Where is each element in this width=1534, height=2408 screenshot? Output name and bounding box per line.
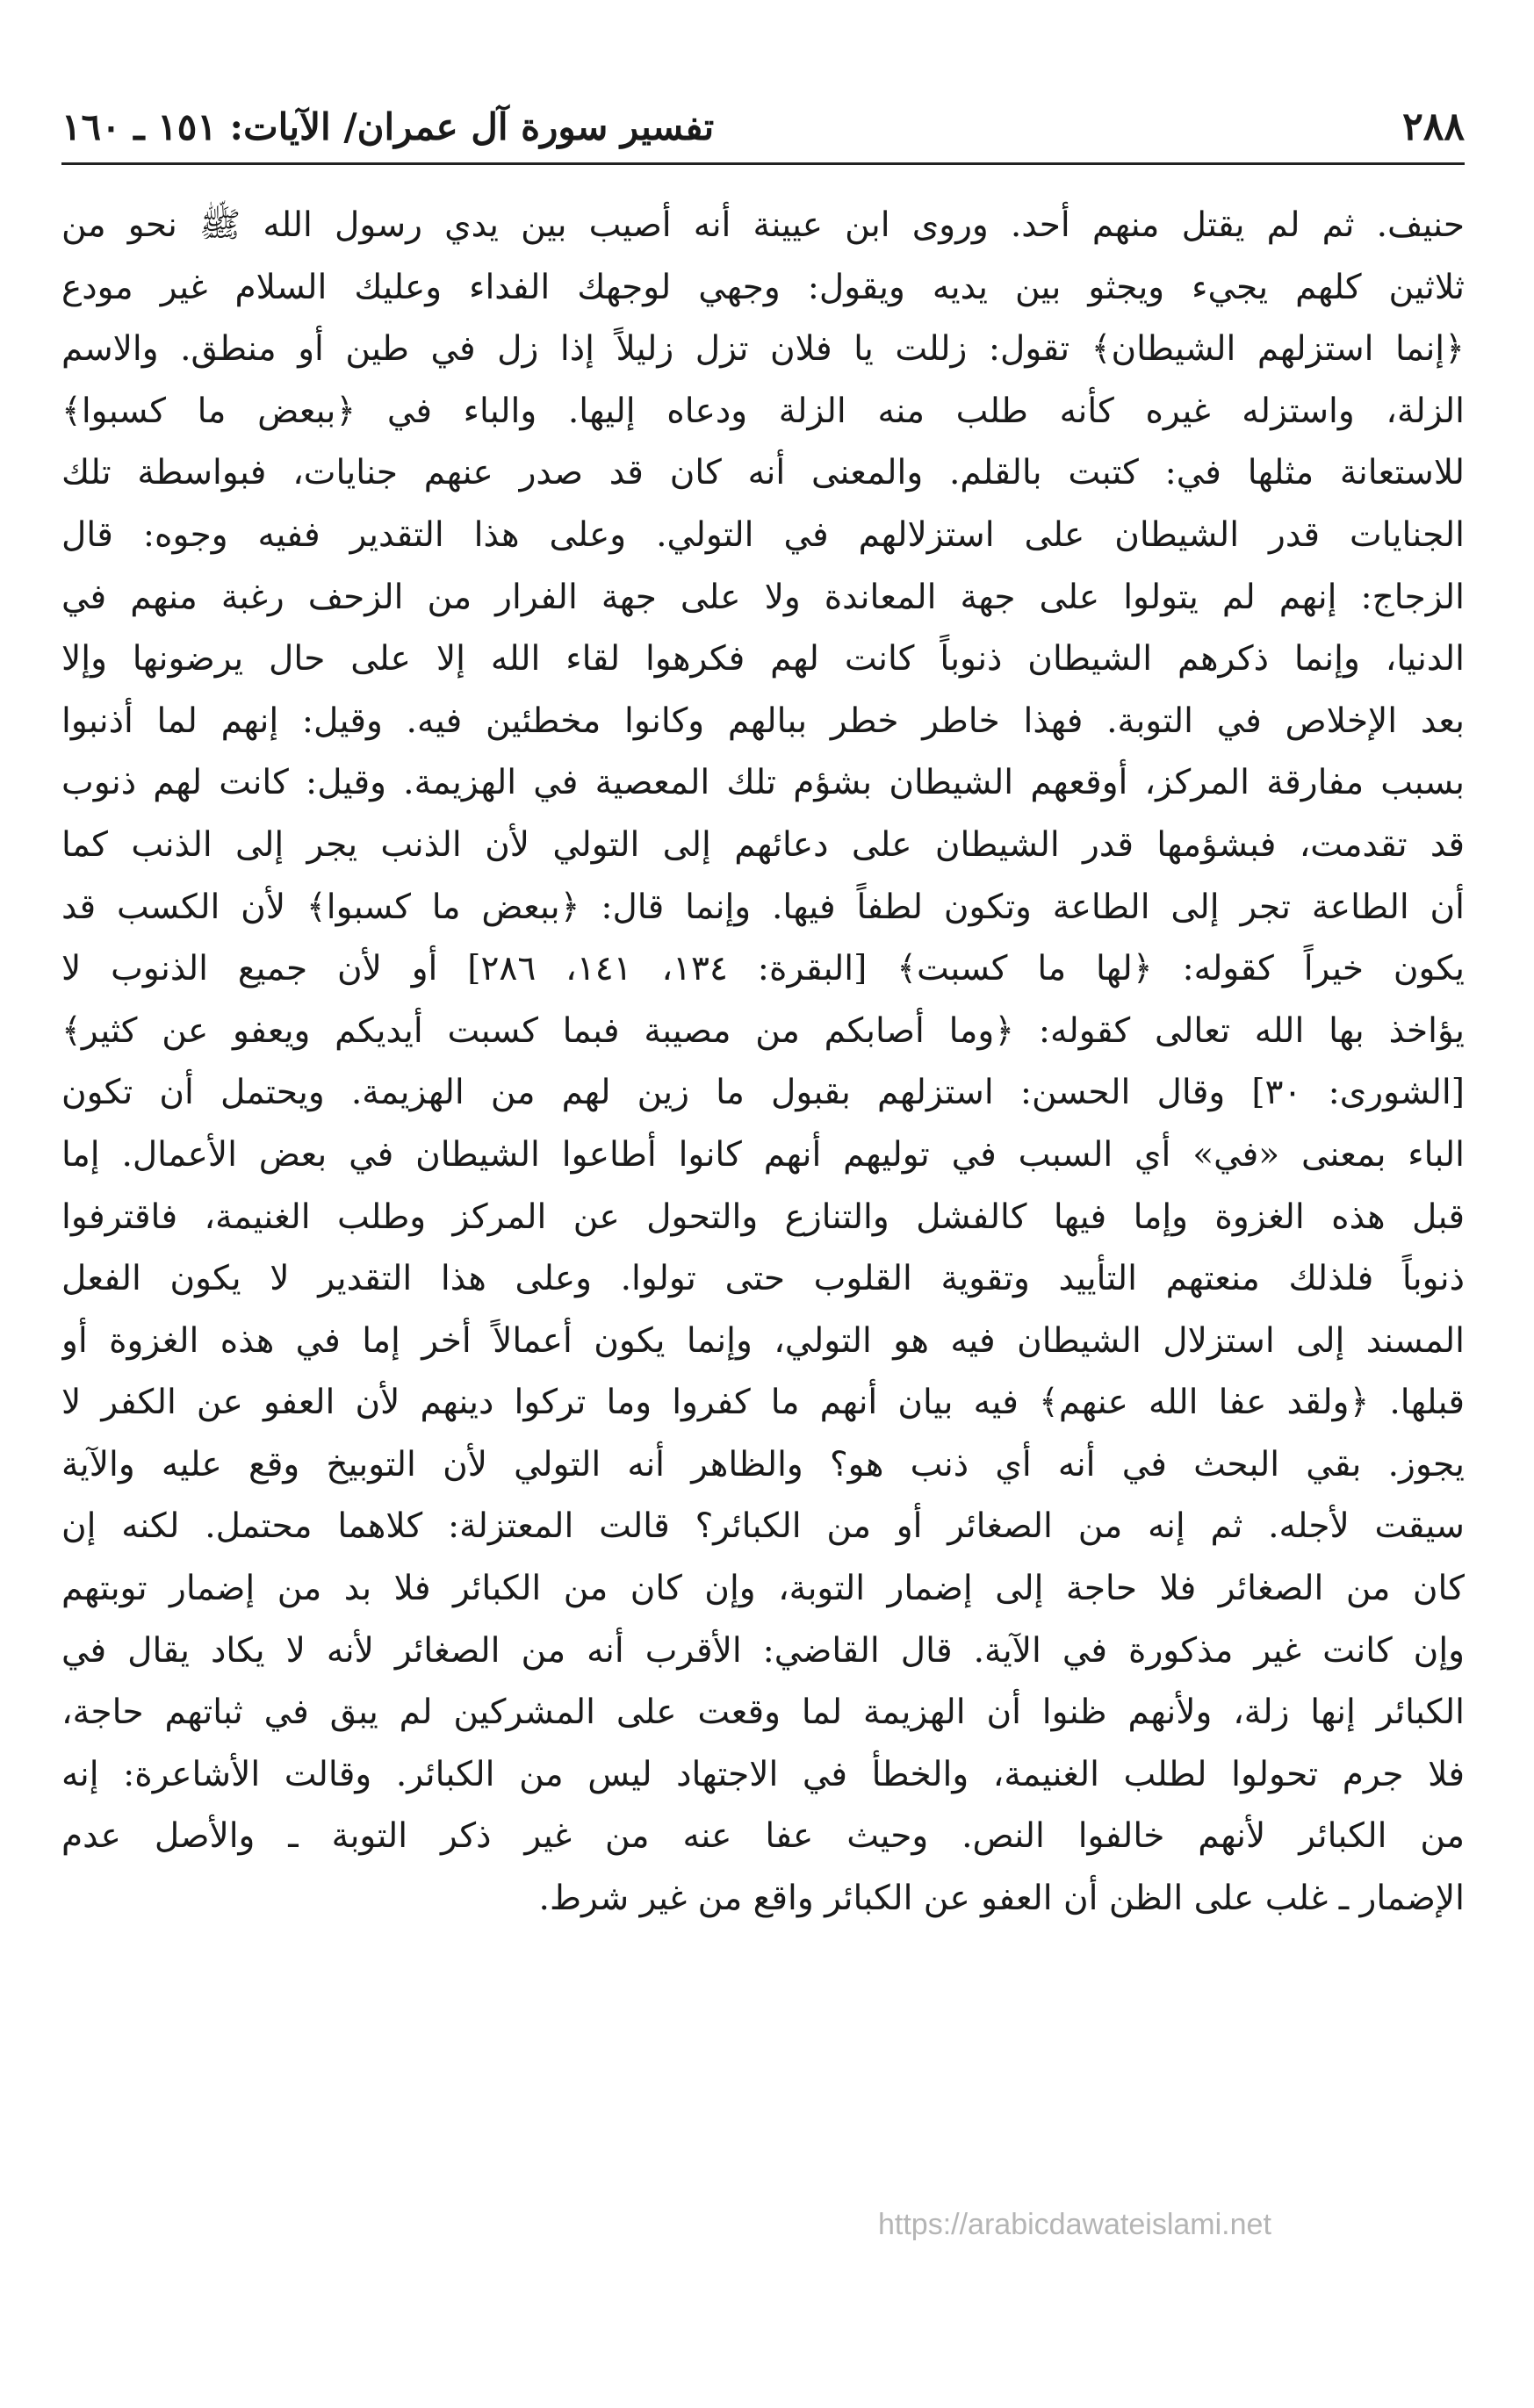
page-number: ٢٨٨ bbox=[1402, 104, 1465, 149]
text-line: قد تقدمت، فبشؤمها قدر الشيطان على دعائهم إلى التولي لأن الذنب يجر إلى الذنب كما bbox=[61, 824, 1465, 865]
body-text bbox=[61, 195, 1465, 1930]
text-line: أن الطاعة تجر إلى الطاعة وتكون لطفاً فيها. وإنما قال: ﴿ببعض ما كسبوا﴾ لأن الكسب قد bbox=[61, 887, 1465, 927]
text-line: الكبائر إنها زلة، ولأنهم ظنوا أن الهزيمة لما وقعت على المشركين لم يبق في ثباتهم حاجة، bbox=[61, 1693, 1465, 1733]
running-title: تفسير سورة آل عمران/ الآيات: ١٥١ ـ ١٦٠ bbox=[61, 105, 715, 148]
text-line: ذنوباً فلذلك منعتهم التأييد وتقوية القلوب حتى تولوا. وعلى هذا التقدير لا يكون الفعل bbox=[61, 1259, 1465, 1299]
text-line: الجنايات قدر الشيطان على استزلالهم في التولي. وعلى هذا التقدير ففيه وجوه: قال bbox=[61, 514, 1465, 555]
text-line: وإن كانت غير مذكورة في الآية. قال القاضي: الأقرب أنه من الصغائر لأنه لا يكاد يقال في bbox=[61, 1630, 1465, 1671]
text-line: للاستعانة مثلها في: كتبت بالقلم. والمعنى أنه كان قد صدر عنهم جنايات، فبواسطة تلك bbox=[61, 453, 1465, 493]
text-line: حنيف. ثم لم يقتل منهم أحد. وروى ابن عيينة أنه أصيب بين يدي رسول الله ﷺ نحو من bbox=[61, 205, 1465, 245]
text-line: [الشورى: ٣٠] وقال الحسن: استزلهم بقبول ما زين لهم من الهزيمة. ويحتمل أن تكون bbox=[61, 1073, 1465, 1113]
text-line: الدنيا، وإنما ذكرهم الشيطان ذنوباً كانت لهم فكرهوا لقاء الله إلا على حال يرضونها وإلا bbox=[61, 639, 1465, 679]
page-header bbox=[61, 97, 1465, 158]
text-line: ﴿إنما استزلهم الشيطان﴾ تقول: زللت يا فلان تزل زليلاً إذا زل في طين أو منطق. والاسم bbox=[61, 329, 1465, 370]
header-divider bbox=[61, 162, 1465, 165]
text-line: من الكبائر لأنهم خالفوا النص. وحيث عفا عنه من غير ذكر التوبة ـ والأصل عدم bbox=[61, 1816, 1465, 1857]
text-line: يجوز. بقي البحث في أنه أي ذنب هو؟ والظاهر أنه التولي لأن التوبيخ وقع عليه والآية bbox=[61, 1444, 1465, 1484]
text-line: الباء بمعنى «في» أي السبب في توليهم أنهم كانوا أطاعوا الشيطان في بعض الأعمال. إما bbox=[61, 1134, 1465, 1175]
text-line: الزجاج: إنهم لم يتولوا على جهة المعاندة ولا على جهة الفرار من الزحف رغبة منهم في bbox=[61, 577, 1465, 617]
text-line: سيقت لأجله. ثم إنه من الصغائر أو من الكبائر؟ قالت المعتزلة: كلاهما محتمل. لكنه إن bbox=[61, 1506, 1465, 1547]
text-line: بعد الإخلاص في التوبة. فهذا خاطر خطر ببالهم وكانوا مخطئين فيه. وقيل: إنهم لما أذنبوا bbox=[61, 701, 1465, 741]
text-line: ثلاثين كلهم يجيء ويجثو بين يديه ويقول: وجهي لوجهك الفداء وعليك السلام غير مودع bbox=[61, 267, 1465, 307]
text-line: فلا جرم تحولوا لطلب الغنيمة، والخطأ في الاجتهاد ليس من الكبائر. وقالت الأشاعرة: إنه bbox=[61, 1754, 1465, 1794]
text-line: بسبب مفارقة المركز، أوقعهم الشيطان بشؤم تلك المعصية في الهزيمة. وقيل: كانت لهم ذنوب bbox=[61, 763, 1465, 803]
text-line: المسند إلى استزلال الشيطان فيه هو التولي، وإنما يكون أعمالاً أخر إما في هذه الغزوة أو bbox=[61, 1320, 1465, 1361]
text-line: كان من الصغائر فلا حاجة إلى إضمار التوبة، وإن كان من الكبائر فلا بد من إضمار توبتهم bbox=[61, 1569, 1465, 1609]
text-line: الزلة، واستزله غيره كأنه طلب منه الزلة ودعاه إليها. والباء في ﴿ببعض ما كسبوا﴾ bbox=[61, 391, 1465, 431]
text-line: يكون خيراً كقوله: ﴿لها ما كسبت﴾ [البقرة: ١٣٤، ١٤١، ٢٨٦] أو لأن جميع الذنوب لا bbox=[61, 949, 1465, 989]
text-line: يؤاخذ بها الله تعالى كقوله: ﴿وما أصابكم من مصيبة فبما كسبت أيديكم ويعفو عن كثير﴾ bbox=[61, 1010, 1465, 1051]
text-line: قبل هذه الغزوة وإما فيها كالفشل والتنازع والتحول عن المركز وطلب الغنيمة، فاقترفوا bbox=[61, 1197, 1465, 1237]
watermark: https://arabicdawateislami.net bbox=[878, 2208, 1271, 2241]
text-line: الإضمار ـ غلب على الظن أن العفو عن الكبائر واقع من غير شرط. bbox=[538, 1879, 1465, 1919]
text-line: قبلها. ﴿ولقد عفا الله عنهم﴾ فيه بيان أنهم ما كفروا وما تركوا دينهم لأن العفو عن الكفر لا bbox=[61, 1383, 1465, 1423]
